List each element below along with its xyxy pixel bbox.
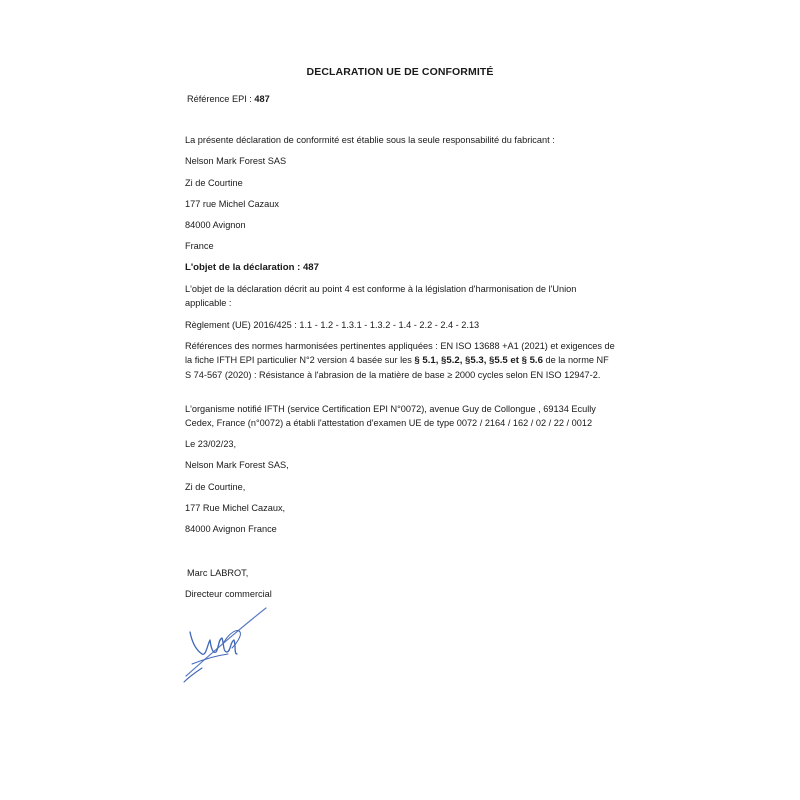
signatory-role: Directeur commercial <box>185 589 272 599</box>
signatory-company-name: Nelson Mark Forest SAS, <box>185 460 289 470</box>
signatory-name: Marc LABROT, <box>187 568 249 578</box>
manufacturer-country: France <box>185 241 214 251</box>
date-line: Le 23/02/23, <box>185 439 237 449</box>
object-heading: L'objet de la déclaration : 487 <box>185 262 319 273</box>
signatory-company-address-1: Zi de Courtine, <box>185 482 246 492</box>
handwritten-signature <box>180 602 275 687</box>
manufacturer-city: 84000 Avignon <box>185 220 246 230</box>
manufacturer-name: Nelson Mark Forest SAS <box>185 156 287 166</box>
notified-body-text: L'organisme notifié IFTH (service Certification EPI N°0072), avenue Guy de Collongue , 69134 Ecully Cedex, France (n°0072) a établi l'attestation d'examen UE de type 0072 / 2164 / 162 / 02 / 22 / 0012 <box>185 404 596 428</box>
manufacturer-address-1: Zi de Courtine <box>185 178 243 188</box>
reference-line <box>187 92 270 106</box>
manufacturer-address-2: 177 rue Michel Cazaux <box>185 199 279 209</box>
signatory-company-address-2: 177 Rue Michel Cazaux, <box>185 503 286 513</box>
reference-label: Référence EPI : <box>187 94 255 104</box>
standards-sections: § 5.1, §5.2, §5.3, §5.5 et § 5.6 <box>414 355 543 366</box>
document-title: DECLARATION UE DE CONFORMITÉ <box>306 66 494 78</box>
object-text: L'objet de la déclaration décrit au point 4 est conforme à la législation d'harmonisation de l'Union applicable : <box>185 284 577 308</box>
reference-value: 487 <box>254 94 270 104</box>
standards-part-1: Références des normes harmonisées pertinentes appliquées : EN ISO 13688 +A1 (2021) et exigences de la fiche IFTH EPI particulier N°2 version 4 basée sur les <box>185 341 615 365</box>
intro-text: La présente déclaration de conformité est établie sous la seule responsabilité du fabricant : <box>185 135 555 145</box>
standards-text <box>185 339 615 382</box>
regulation-text: Règlement (UE) 2016/425 : 1.1 - 1.2 - 1.3.1 - 1.3.2 - 1.4 - 2.2 - 2.4 - 2.13 <box>185 320 480 330</box>
standards-part-2: de la norme NF S 74-567 (2020) : Résistance à l'abrasion de la matière de base ≥ 2000 cycles selon EN ISO 12947-2. <box>185 355 609 380</box>
signatory-company-city: 84000 Avignon France <box>185 524 277 534</box>
